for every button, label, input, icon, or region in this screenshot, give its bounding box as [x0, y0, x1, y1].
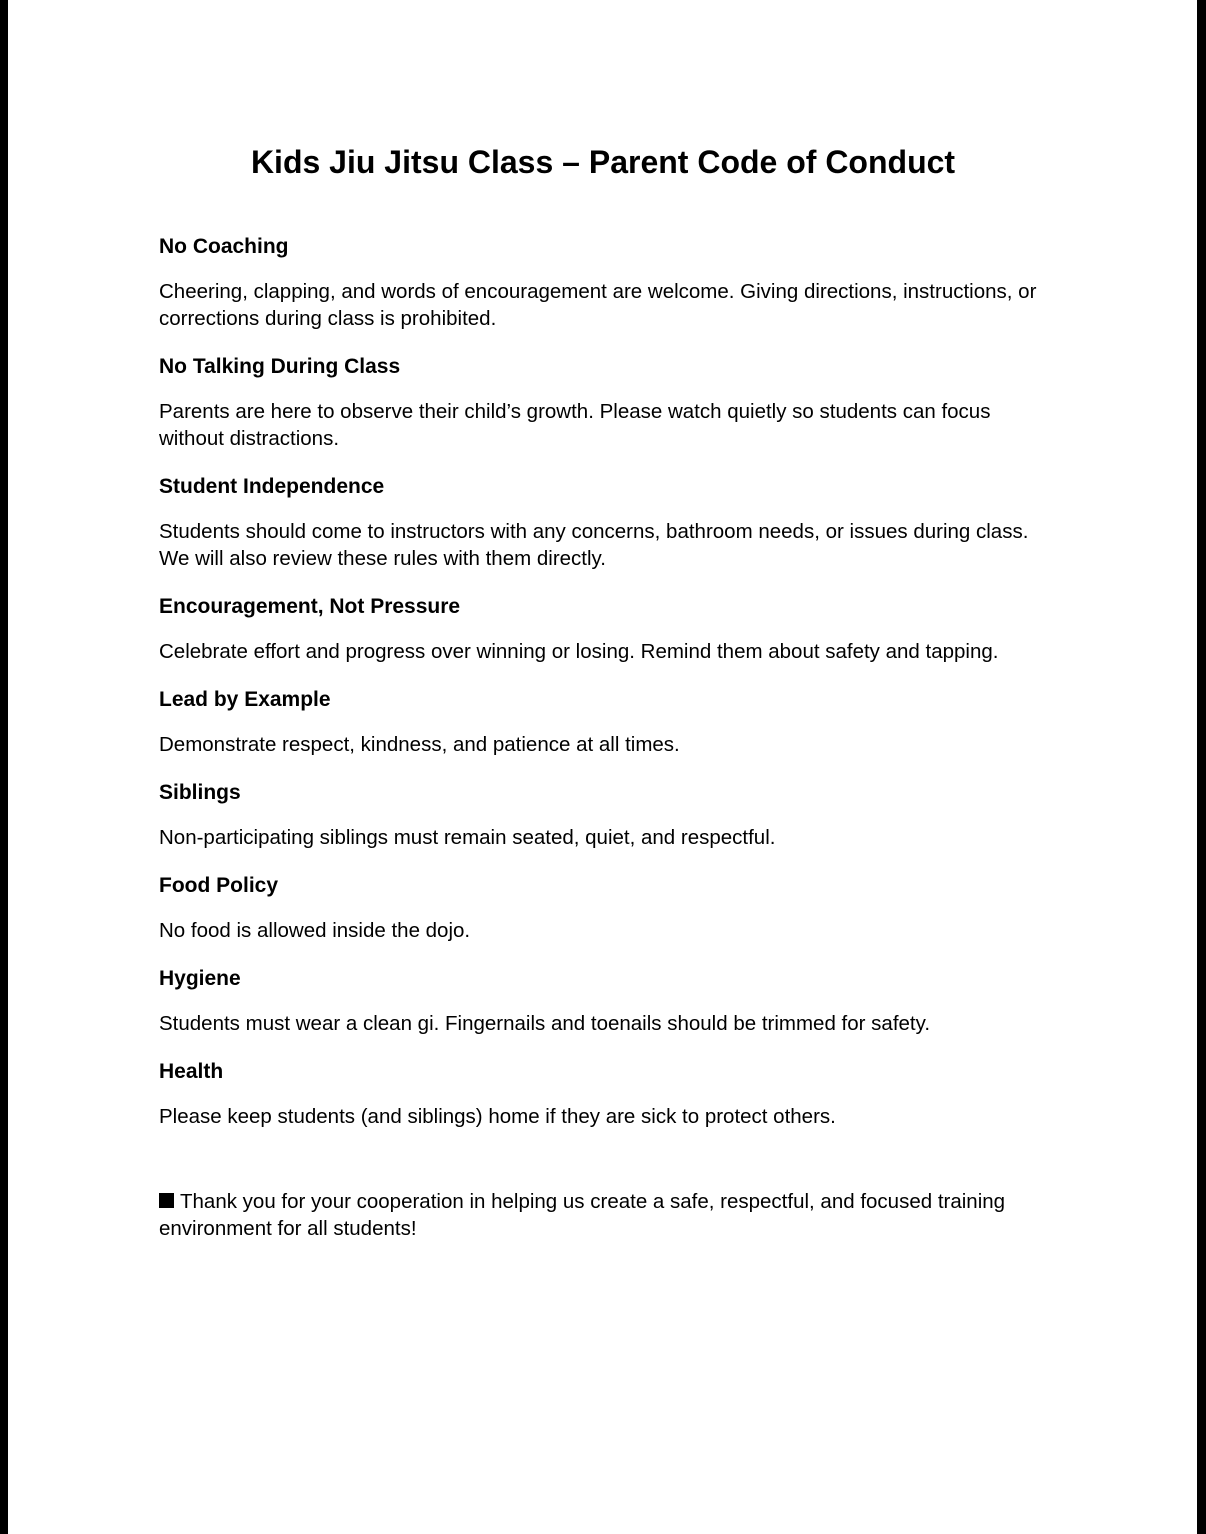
rule-body: Demonstrate respect, kindness, and patience at all times.	[159, 733, 680, 756]
rule-siblings	[159, 778, 1059, 851]
rule-body: No food is allowed inside the dojo.	[159, 919, 471, 942]
rule-body: Please keep students (and siblings) home if they are sick to protect others.	[159, 1105, 836, 1128]
rule-lead-by-example	[159, 685, 1059, 758]
black-square-icon	[159, 1193, 174, 1208]
rule-encouragement	[159, 592, 1059, 665]
rule-heading: Student Independence	[159, 475, 385, 498]
rules-list	[159, 232, 1059, 1242]
page-title: Kids Jiu Jitsu Class – Parent Code of Conduct	[250, 144, 956, 180]
rule-heading: Lead by Example	[159, 688, 331, 711]
rule-body: Students must wear a clean gi. Fingernails and toenails should be trimmed for safety.	[159, 1012, 931, 1035]
rule-body: Students should come to instructors with any concerns, bathroom needs, or issues during class. We will also review these rules with them directly.	[159, 520, 1029, 570]
closing-note	[159, 1188, 1059, 1242]
rule-body: Non-participating siblings must remain seated, quiet, and respectful.	[159, 826, 776, 849]
rule-heading: No Coaching	[159, 235, 289, 258]
rule-no-coaching	[159, 232, 1059, 332]
rule-heading: Health	[159, 1060, 224, 1083]
rule-hygiene	[159, 964, 1059, 1037]
rule-food-policy	[159, 871, 1059, 944]
rule-student-independence	[159, 472, 1059, 572]
rule-body: Cheering, clapping, and words of encouragement are welcome. Giving directions, instructions, or corrections during class is prohibited.	[159, 280, 1037, 330]
document-page	[8, 0, 1197, 1534]
rule-body: Parents are here to observe their child’s growth. Please watch quietly so students can focus without distractions.	[159, 400, 991, 450]
rule-heading: Hygiene	[159, 967, 241, 990]
rule-heading: Food Policy	[159, 874, 279, 897]
rule-heading: No Talking During Class	[159, 355, 401, 378]
rule-heading: Siblings	[159, 781, 241, 804]
rule-no-talking	[159, 352, 1059, 452]
rule-body: Celebrate effort and progress over winning or losing. Remind them about safety and tapping.	[159, 640, 999, 663]
rule-health	[159, 1057, 1059, 1130]
rule-heading: Encouragement, Not Pressure	[159, 595, 461, 618]
closing-text: Thank you for your cooperation in helping us create a safe, respectful, and focused training environment for all students!	[159, 1190, 1006, 1240]
